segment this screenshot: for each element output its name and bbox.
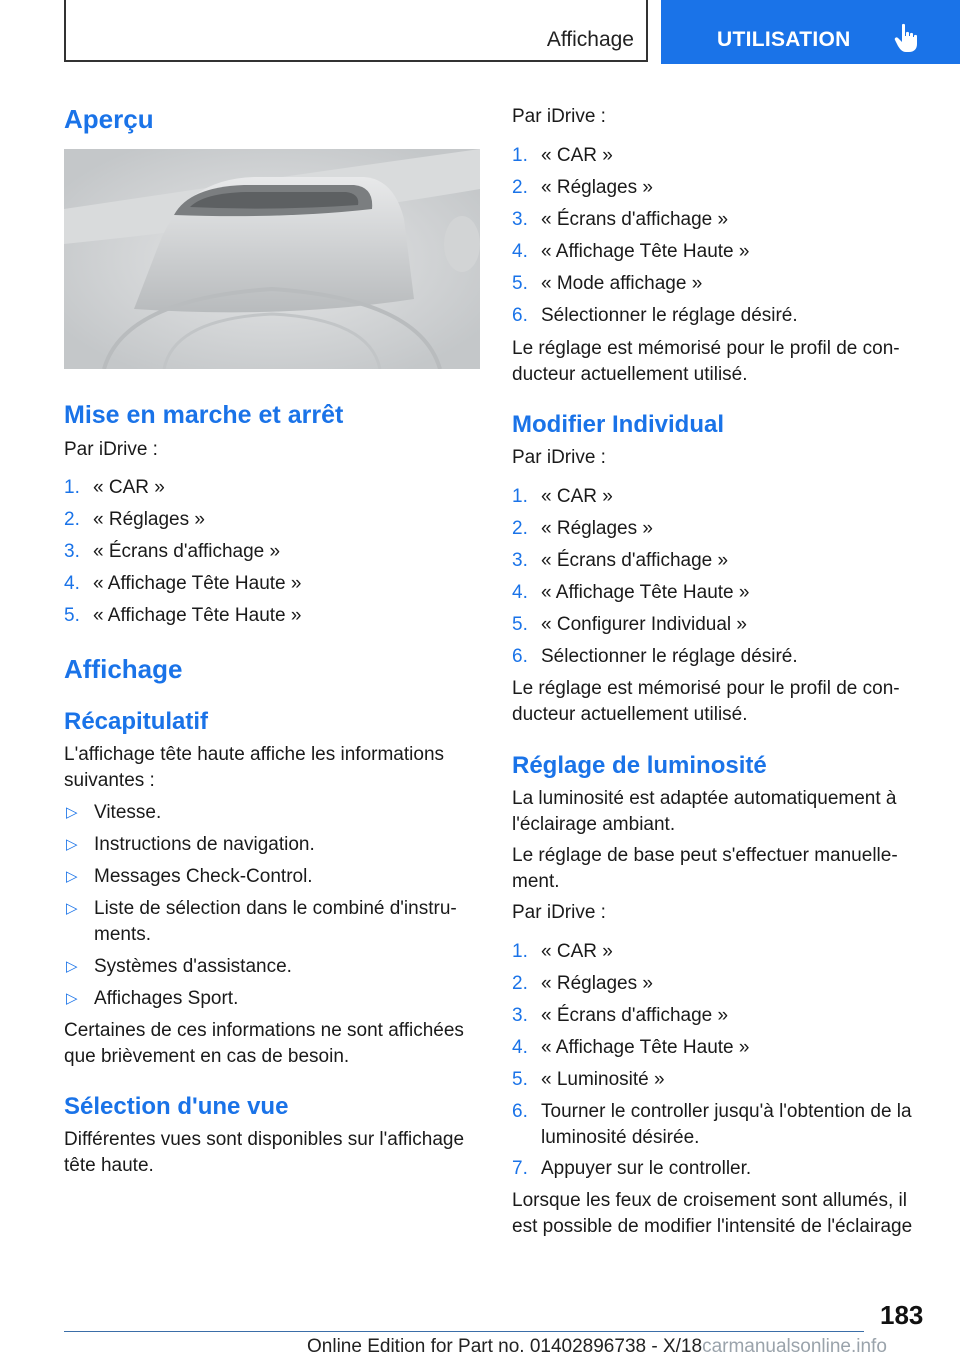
list-item: 2. « Réglages » bbox=[512, 177, 653, 198]
triangle-bullet-icon: ▷ bbox=[66, 900, 78, 917]
list-item: 5. « Luminosité » bbox=[512, 1069, 665, 1090]
list-item: 1. « CAR » bbox=[512, 145, 613, 166]
selection-vue-heading: Sélection d'une vue bbox=[64, 1093, 289, 1120]
triangle-bullet-icon: ▷ bbox=[66, 990, 78, 1007]
memo-line-2: ducteur actuellement utilisé. bbox=[512, 364, 748, 385]
footer-edition: Online Edition for Part no. 01402896738 - X/18carmanualsonline.info bbox=[307, 1336, 887, 1357]
list-item: 6. Sélectionner le réglage désiré. bbox=[512, 646, 798, 667]
individual-steps bbox=[512, 484, 924, 676]
recap-line-1: L'affichage tête haute affiche les informations bbox=[64, 744, 445, 765]
mise-steps bbox=[64, 475, 482, 635]
watermark: carmanualsonline.info bbox=[702, 1336, 887, 1357]
dashboard-illustration bbox=[64, 149, 480, 369]
display-mode-intro: Par iDrive : bbox=[512, 106, 606, 127]
affichage-heading: Affichage bbox=[64, 654, 183, 684]
list-item: 4. « Affichage Tête Haute » bbox=[512, 1037, 750, 1058]
individual-memo-line-1: Le réglage est mémorisé pour le profil de con- bbox=[512, 678, 900, 699]
list-item: ▷ Affichages Sport. bbox=[64, 986, 482, 1018]
list-item: 3. « Écrans d'affichage » bbox=[512, 550, 729, 571]
list-item: 5. « Affichage Tête Haute » bbox=[64, 605, 302, 626]
luminosite-steps bbox=[512, 939, 924, 1188]
individual-memo-line-2: ducteur actuellement utilisé. bbox=[512, 704, 748, 725]
recap-after-line-1: Certaines de ces informations ne sont affichées bbox=[64, 1020, 464, 1041]
lum-end-line-1: Lorsque les feux de croisement sont allumés, il bbox=[512, 1190, 907, 1211]
lum-end-line-2: est possible de modifier l'intensité de l'éclairage bbox=[512, 1216, 913, 1237]
list-item: 4. « Affichage Tête Haute » bbox=[64, 573, 302, 594]
apercu-heading: Aperçu bbox=[64, 104, 154, 134]
list-item: 3. « Écrans d'affichage » bbox=[512, 209, 729, 230]
modifier-individual-heading: Modifier Individual bbox=[512, 411, 725, 438]
list-item: 2. « Réglages » bbox=[512, 973, 653, 994]
list-item: 6. Tourner le controller jusqu'à l'obtention de la luminosité désirée. bbox=[512, 1101, 912, 1148]
lum-line-3: Le réglage de base peut s'effectuer manuelle- bbox=[512, 845, 898, 866]
list-item: 3. « Écrans d'affichage » bbox=[512, 1005, 729, 1026]
list-item: ▷ Systèmes d'assistance. bbox=[64, 954, 482, 986]
mise-intro: Par iDrive : bbox=[64, 439, 158, 460]
display-mode-steps bbox=[512, 143, 924, 335]
lum-intro: Par iDrive : bbox=[512, 902, 606, 923]
chapter-title: UTILISATION bbox=[717, 28, 851, 51]
page-number: 183 bbox=[880, 1300, 924, 1330]
vue-line-2: tête haute. bbox=[64, 1155, 154, 1176]
list-item: ▷ Messages Check-Control. bbox=[64, 864, 482, 896]
list-item: 3. « Écrans d'affichage » bbox=[64, 541, 281, 562]
list-item: 5. « Mode affichage » bbox=[512, 273, 703, 294]
lum-line-1: La luminosité est adaptée automatiquement à bbox=[512, 788, 897, 809]
head-up-display-photo bbox=[64, 149, 480, 369]
memo-line-1: Le réglage est mémorisé pour le profil de con- bbox=[512, 338, 900, 359]
list-item: 6. Sélectionner le réglage désiré. bbox=[512, 305, 798, 326]
list-item: 2. « Réglages » bbox=[512, 518, 653, 539]
vue-line-1: Différentes vues sont disponibles sur l'affichage bbox=[64, 1129, 465, 1150]
individual-intro: Par iDrive : bbox=[512, 447, 606, 468]
list-item: 7. Appuyer sur le controller. bbox=[512, 1158, 752, 1179]
list-item: ▷ Instructions de navigation. bbox=[64, 832, 482, 864]
triangle-bullet-icon: ▷ bbox=[66, 836, 78, 853]
mise-en-marche-heading: Mise en marche et arrêt bbox=[64, 401, 344, 429]
chapter-tab bbox=[661, 0, 960, 64]
list-item: ▷ Vitesse. bbox=[64, 800, 482, 832]
list-item: 1. « CAR » bbox=[64, 477, 165, 498]
list-item: ▷ Liste de sélection dans le combiné d'instru- ments. bbox=[66, 898, 457, 945]
recap-line-2: suivantes : bbox=[64, 770, 155, 791]
header-section-box bbox=[64, 0, 648, 62]
list-item: 5. « Configurer Individual » bbox=[512, 614, 747, 635]
section-title: Affichage bbox=[546, 28, 634, 51]
list-item: 1. « CAR » bbox=[512, 941, 613, 962]
list-item: 2. « Réglages » bbox=[64, 509, 205, 530]
luminosite-heading: Réglage de luminosité bbox=[512, 752, 767, 779]
lum-line-4: ment. bbox=[512, 871, 560, 892]
recap-after-line-2: que brièvement en cas de besoin. bbox=[64, 1046, 350, 1067]
triangle-bullet-icon: ▷ bbox=[66, 804, 78, 821]
recapitulatif-heading: Récapitulatif bbox=[64, 708, 209, 735]
list-item: 1. « CAR » bbox=[512, 486, 613, 507]
list-item: 4. « Affichage Tête Haute » bbox=[512, 582, 750, 603]
recap-bullets bbox=[64, 800, 482, 1018]
footer-divider bbox=[64, 1331, 864, 1332]
triangle-bullet-icon: ▷ bbox=[66, 868, 78, 885]
lum-line-2: l'éclairage ambiant. bbox=[512, 814, 676, 835]
triangle-bullet-icon: ▷ bbox=[66, 958, 78, 975]
list-item: 4. « Affichage Tête Haute » bbox=[512, 241, 750, 262]
hand-pointer-icon bbox=[894, 22, 922, 54]
